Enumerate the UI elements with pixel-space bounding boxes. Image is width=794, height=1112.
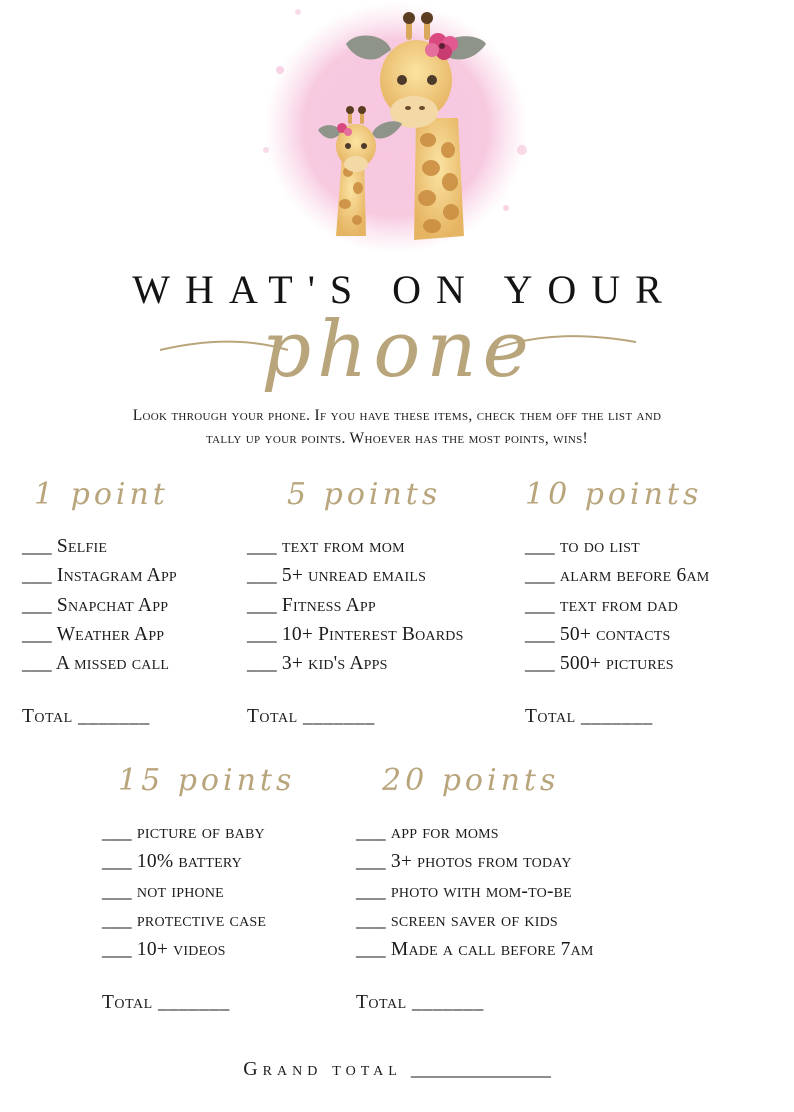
script-title-text: phone <box>261 305 535 395</box>
page-title: WHAT'S ON YOUR <box>132 267 677 312</box>
category-heading: 20 points <box>382 763 560 798</box>
checklist-item[interactable]: ___ Fitness App <box>247 594 376 616</box>
checklist-item[interactable]: ___ photo with mom-to-be <box>356 880 572 902</box>
checklist-item[interactable]: ___ Snapchat App <box>22 594 169 616</box>
checklist-item[interactable]: ___ alarm before 6am <box>525 565 710 587</box>
checklist-item[interactable]: ___ screen saver of kids <box>356 909 558 931</box>
checklist-item[interactable]: ___ app for moms <box>356 822 499 843</box>
grand-total-line[interactable]: ______________ <box>410 1058 551 1080</box>
column-total[interactable]: Total _______ <box>22 706 150 728</box>
category-20-points <box>356 758 594 1014</box>
instructions-line: Look through your phone. If you have these items, check them off the list and <box>132 407 662 424</box>
category-heading: 15 points <box>118 763 296 798</box>
column-total[interactable]: Total _______ <box>356 992 484 1014</box>
instructions <box>10 404 784 450</box>
column-total[interactable]: Total _______ <box>525 706 653 728</box>
checklist-item[interactable]: ___ 10+ Pinterest Boards <box>247 623 464 645</box>
column-total[interactable]: Total _______ <box>247 706 375 728</box>
checklist-item[interactable]: ___ picture of baby <box>102 822 265 843</box>
checklist-item[interactable]: ___ 50+ contacts <box>525 623 671 645</box>
checklist-item[interactable]: ___ A missed call <box>22 653 170 675</box>
column-total[interactable]: Total _______ <box>102 992 230 1014</box>
giraffe-illustration <box>236 0 556 262</box>
checklist-item[interactable]: ___ Instagram App <box>22 565 177 587</box>
category-heading: 10 points <box>525 477 703 512</box>
checklist-item[interactable]: ___ Made a call before 7am <box>356 939 594 961</box>
checklist-item[interactable]: ___ to do list <box>525 536 640 557</box>
category-heading: 1 point <box>34 477 169 512</box>
category-15-points <box>102 758 295 1014</box>
checklist-item[interactable]: ___ 500+ pictures <box>525 653 674 675</box>
grand-total <box>0 1058 794 1081</box>
category-1-point <box>22 472 177 728</box>
checklist-item[interactable]: ___ 10+ videos <box>102 939 226 961</box>
category-heading: 5 points <box>287 477 442 512</box>
grand-total-label: Grand total <box>243 1058 402 1080</box>
checklist-item[interactable]: ___ not iphone <box>102 880 224 902</box>
instructions-line: tally up your points. Whoever has the most points, wins! <box>206 430 588 447</box>
category-10-points <box>525 472 709 728</box>
checklist-item[interactable]: ___ 5+ unread emails <box>247 565 427 587</box>
checklist-item[interactable]: ___ Weather App <box>22 623 165 645</box>
category-5-points <box>247 472 464 728</box>
checklist-item[interactable]: ___ 3+ kid's Apps <box>247 653 388 675</box>
checklist-item[interactable]: ___ protective case <box>102 909 267 931</box>
checklist-item[interactable]: ___ text from mom <box>247 536 405 557</box>
checklist-item[interactable]: ___ 10% battery <box>102 851 242 873</box>
checklist-item[interactable]: ___ 3+ photos from today <box>356 851 572 873</box>
checklist-item[interactable]: ___ Selfie <box>22 536 108 557</box>
checklist-item[interactable]: ___ text from dad <box>525 594 679 616</box>
script-title <box>160 306 636 404</box>
